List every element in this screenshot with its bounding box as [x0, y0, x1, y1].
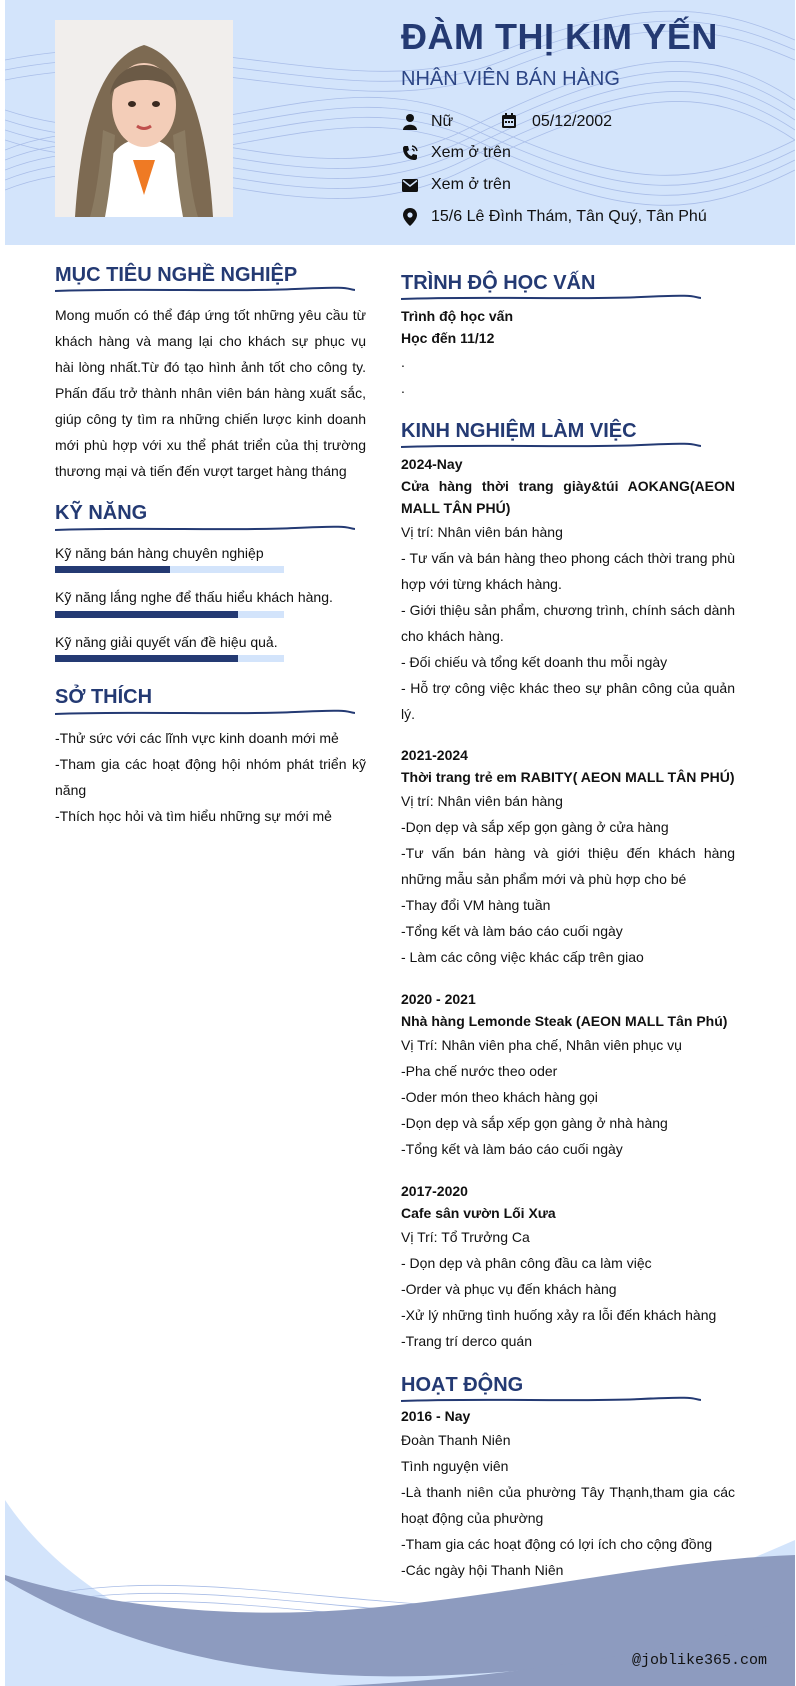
skill-label: Kỹ năng lắng nghe để thấu hiểu khách hàng.	[55, 589, 333, 605]
gender-row	[401, 113, 453, 131]
address-row	[401, 208, 707, 226]
watermark-text: @joblike365.com	[632, 1652, 768, 1669]
hobbies-list	[55, 725, 366, 829]
activity-detail: -Là thanh niên của phường Tây Thạnh,tham gia các hoạt động của phường	[401, 1484, 735, 1526]
map-pin-icon	[401, 208, 419, 226]
job-period: 2017-2020	[401, 1183, 468, 1199]
job-entry	[401, 988, 735, 1162]
birthdate-value: 05/12/2002	[532, 113, 613, 130]
job-detail: -Order và phục vụ đến khách hàng	[401, 1281, 617, 1297]
job-detail: Vị Trí: Tổ Trưởng Ca	[401, 1229, 530, 1245]
job-detail: - Giới thiệu sản phẩm, chương trình, chính sách dành cho khách hàng.	[401, 602, 735, 644]
calendar-icon	[502, 114, 518, 130]
job-detail: Vị trí: Nhân viên bán hàng	[401, 524, 563, 540]
skill-bar	[55, 655, 284, 662]
job-entry	[401, 1180, 735, 1354]
address-value: 15/6 Lê Đình Thám, Tân Quý, Tân Phú	[431, 208, 707, 225]
hobbies-title-underline	[55, 709, 355, 717]
activity-detail: Tình nguyện viên	[401, 1458, 509, 1474]
job-detail: -Tư vấn bán hàng và giới thiệu đến khách hàng những mẫu sản phẩm mới và phù hợp cho bé	[401, 845, 735, 887]
phone-icon	[401, 144, 419, 162]
objective-text: Mong muốn có thể đáp ứng tốt những yêu cầu từ khách hàng và mang lại cho khách sự phục vụ hài lòng nhất.Từ đó tạo hình ảnh tốt cho công ty. Phấn đấu trở thành nhân viên bán hàng xuất sắc, giúp công ty tìm ra những chiến lược kinh doanh mới phù hợp với xu thể phát triển của thị trường thương mại và tiến đến vượt target hàng tháng	[55, 307, 366, 479]
job-detail: - Tư vấn và bán hàng theo phong cách thời trang phù hợp với từng khách hàng.	[401, 550, 735, 592]
phone-value: Xem ở trên	[431, 144, 511, 161]
email-row	[401, 176, 511, 194]
gender-value: Nữ	[431, 113, 454, 130]
objective-title: MỤC TIÊU NGHỀ NGHIỆP	[55, 264, 298, 286]
header-banner	[5, 0, 795, 245]
job-detail: Vị trí: Nhân viên bán hàng	[401, 793, 563, 809]
job-company: Thời trang trẻ em RABITY( AEON MALL TÂN PHÚ)	[401, 769, 735, 785]
cv-page	[5, 0, 795, 1686]
education-dot: .	[401, 354, 405, 370]
skill-label: Kỹ năng giải quyết vấn đề hiệu quả.	[55, 634, 278, 650]
activity-period: 2016 - Nay	[401, 1408, 471, 1424]
job-period: 2020 - 2021	[401, 991, 476, 1007]
skill-bar	[55, 611, 284, 618]
job-detail: - Làm các công việc khác cấp trên giao	[401, 949, 644, 965]
job-company: Cửa hàng thời trang giày&túi AOKANG(AEON MALL TÂN PHÚ)	[401, 478, 735, 516]
education-title-underline	[401, 294, 701, 302]
job-detail: -Dọn dẹp và sắp xếp gọn gàng ở nhà hàng	[401, 1115, 668, 1131]
education-title: TRÌNH ĐỘ HỌC VẤN	[401, 272, 596, 294]
job-detail: - Hỗ trợ công việc khác theo sự phân công của quản lý.	[401, 680, 735, 722]
job-detail: -Xử lý những tình huống xảy ra lỗi đến khách hàng	[401, 1307, 717, 1323]
education-level: Học đến 11/12	[401, 330, 495, 346]
job-company: Nhà hàng Lemonde Steak (AEON MALL Tân Phú)	[401, 1013, 728, 1029]
job-company: Cafe sân vườn Lối Xưa	[401, 1205, 556, 1221]
job-entry	[401, 744, 735, 970]
job-detail: -Oder món theo khách hàng gọi	[401, 1089, 598, 1105]
job-detail: - Đối chiếu và tổng kết doanh thu mỗi ngày	[401, 654, 668, 670]
job-detail: -Trang trí derco quán	[401, 1333, 532, 1349]
activities-title: HOẠT ĐỘNG	[401, 1374, 524, 1396]
skills-title-underline	[55, 525, 355, 533]
job-detail: -Tổng kết và làm báo cáo cuối ngày	[401, 923, 623, 939]
job-detail: -Dọn dẹp và sắp xếp gọn gàng ở cửa hàng	[401, 819, 669, 835]
education-block	[401, 305, 735, 401]
skill-label: Kỹ năng bán hàng chuyên nghiệp	[55, 545, 264, 561]
hobbies-title: SỞ THÍCH	[55, 686, 153, 708]
user-icon	[401, 113, 419, 131]
hobby-item: -Thử sức với các lĩnh vực kinh doanh mới mẻ	[55, 730, 339, 746]
job-period: 2021-2024	[401, 747, 468, 763]
skill-bar-fill	[55, 566, 170, 573]
envelope-icon	[401, 176, 419, 194]
skill-bar-fill	[55, 611, 238, 618]
skill-bar	[55, 566, 284, 573]
job-period: 2024-Nay	[401, 456, 463, 472]
experience-title-underline	[401, 442, 701, 450]
job-detail: -Pha chế nước theo oder	[401, 1063, 558, 1079]
activity-detail: -Các ngày hội Thanh Niên	[401, 1562, 564, 1578]
activity-detail: Đoàn Thanh Niên	[401, 1432, 511, 1448]
skill-bar-fill	[55, 655, 238, 662]
profile-photo	[55, 20, 233, 217]
email-value: Xem ở trên	[431, 176, 511, 193]
job-detail: Vị Trí: Nhân viên pha chế, Nhân viên phục vụ	[401, 1037, 682, 1053]
job-detail: -Tổng kết và làm báo cáo cuối ngày	[401, 1141, 623, 1157]
candidate-name: ĐÀM THỊ KIM YẾN	[401, 16, 718, 57]
job-detail: - Dọn dẹp và phân công đầu ca làm việc	[401, 1255, 652, 1271]
education-heading: Trình độ học vấn	[401, 308, 514, 324]
job-title: NHÂN VIÊN BÁN HÀNG	[401, 68, 620, 90]
activity-entry	[401, 1405, 735, 1583]
experience-title: KINH NGHIỆM LÀM VIỆC	[401, 420, 637, 442]
hobby-item: -Thích học hỏi và tìm hiểu những sự mới mẻ	[55, 808, 332, 824]
education-dot: .	[401, 380, 405, 396]
job-entry	[401, 453, 735, 727]
skills-title: KỸ NĂNG	[55, 502, 148, 524]
job-detail: -Thay đổi VM hàng tuần	[401, 897, 551, 913]
activities-title-underline	[401, 1396, 701, 1404]
phone-row	[401, 144, 511, 162]
activity-detail: -Tham gia các hoạt động có lợi ích cho cộng đồng	[401, 1536, 713, 1552]
objective-title-underline	[55, 286, 355, 294]
birthdate-row	[502, 113, 612, 131]
hobby-item: -Tham gia các hoạt động hội nhóm phát triển kỹ năng	[55, 756, 366, 798]
